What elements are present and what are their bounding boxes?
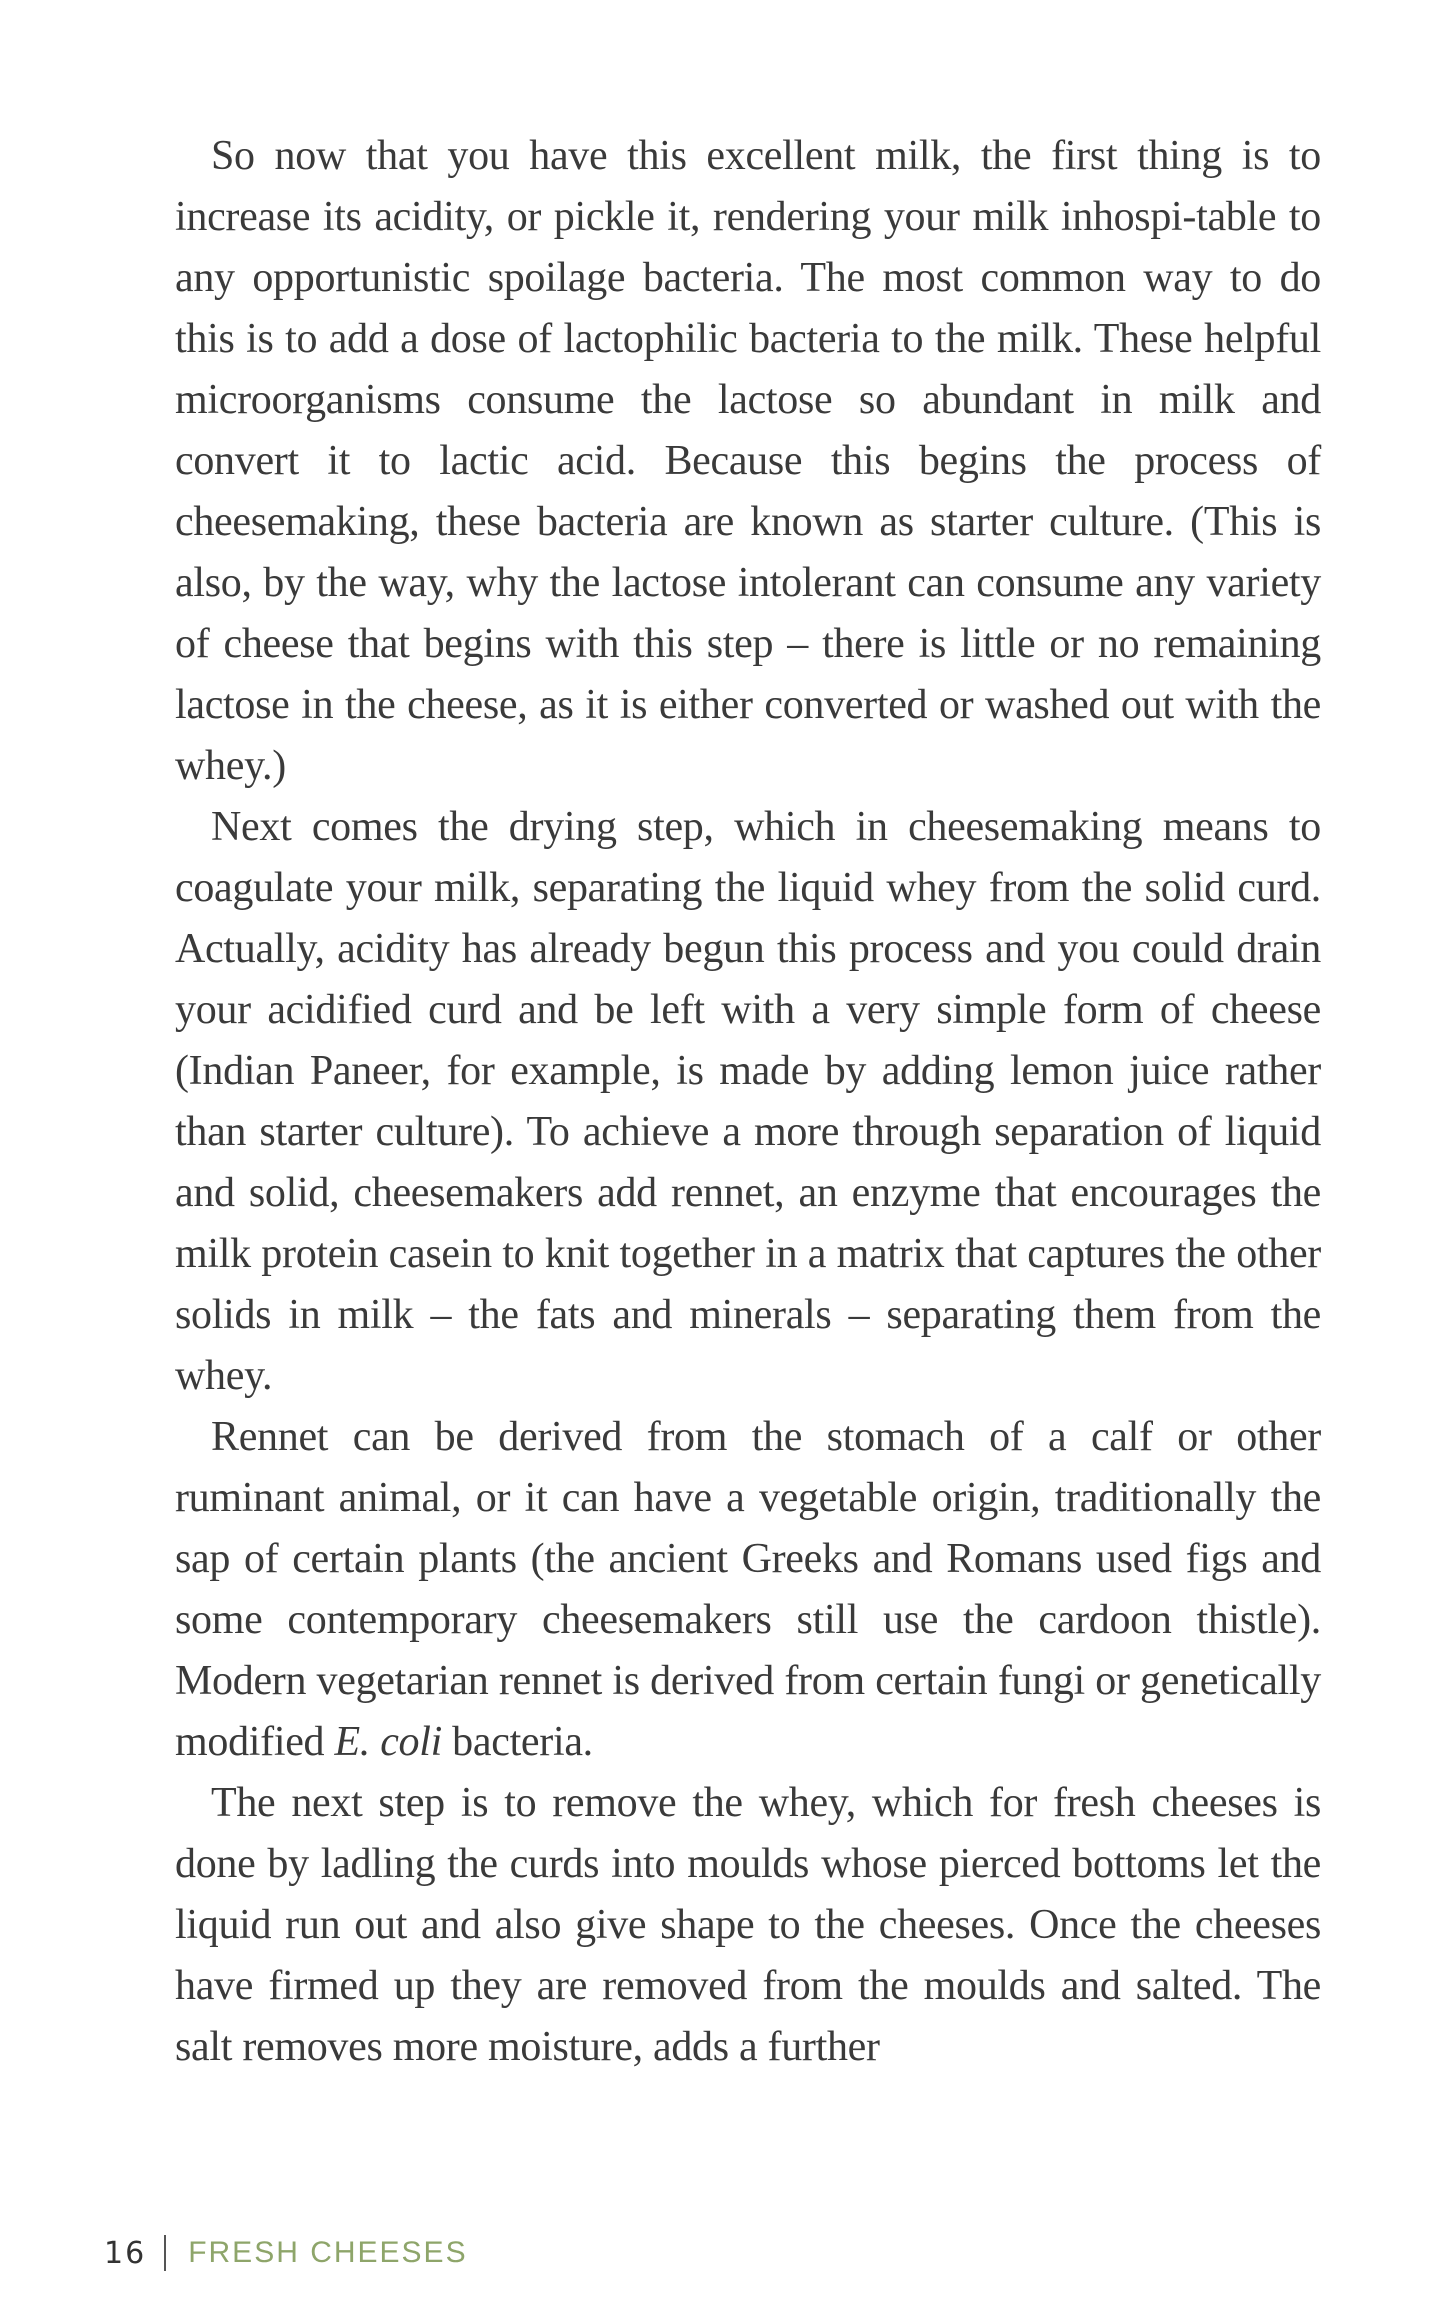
paragraph-whey-removal: The next step is to remove the whey, which for fresh cheeses is done by ladling the curds into moulds whose pierced bottoms let the liquid run out and also give shape to the cheeses. Once the cheeses have firmed up they are removed from the moulds and salted. The salt removes more moisture, adds a further (175, 1780, 1321, 2070)
body-text (175, 126, 1321, 2078)
paragraph-drying: Next comes the drying step, which in cheesemaking means to coagulate your milk, separating the liquid whey from the solid curd. Actually, acidity has already begun this process and you could drain your acidified curd and be left with a very simple form of cheese (Indian Paneer, for example, is made by adding lemon juice rather than starter culture). To achieve a more through separation of liquid and solid, cheesemakers add rennet, an enzyme that encourages the milk protein casein to knit together in a matrix that captures the other solids in milk – the fats and minerals – separating them from the whey. (175, 804, 1321, 1399)
page-footer (104, 2236, 468, 2270)
running-section-title: FRESH CHEESES (188, 2236, 468, 2269)
paragraph-acidity: So now that you have this excellent milk, the first thing is to increase its acidity, or pickle it, rendering your milk inhospi-table to any opportunistic spoilage bacteria. The most common way to do this is to add a dose of lactophilic bacteria to the milk. These helpful microorganisms consume the lactose so abundant in milk and convert it to lactic acid. Because this begins the process of cheesemaking, these bacteria are known as starter culture. (This is also, by the way, why the lactose intolerant can consume any variety of cheese that begins with this step – there is little or no remaining lactose in the cheese, as it is either converted or washed out with the whey.) (175, 133, 1321, 789)
ecoli-italic: E. coli (334, 1719, 442, 1765)
paragraph-rennet (175, 1407, 1321, 1773)
paragraph-rennet-end: bacteria. (441, 1719, 593, 1765)
page-number: 16 (104, 2235, 147, 2271)
footer-divider (164, 2235, 166, 2271)
paragraph-rennet-text: Rennet can be derived from the stomach of a calf or other ruminant animal, or it can have a vegetable origin, traditionally the sap of certain plants (the ancient Greeks and Romans used figs and some contemporary cheesemakers still use the cardoon thistle). Modern vegetarian rennet is derived from certain fungi or genetically modified (175, 1414, 1321, 1765)
